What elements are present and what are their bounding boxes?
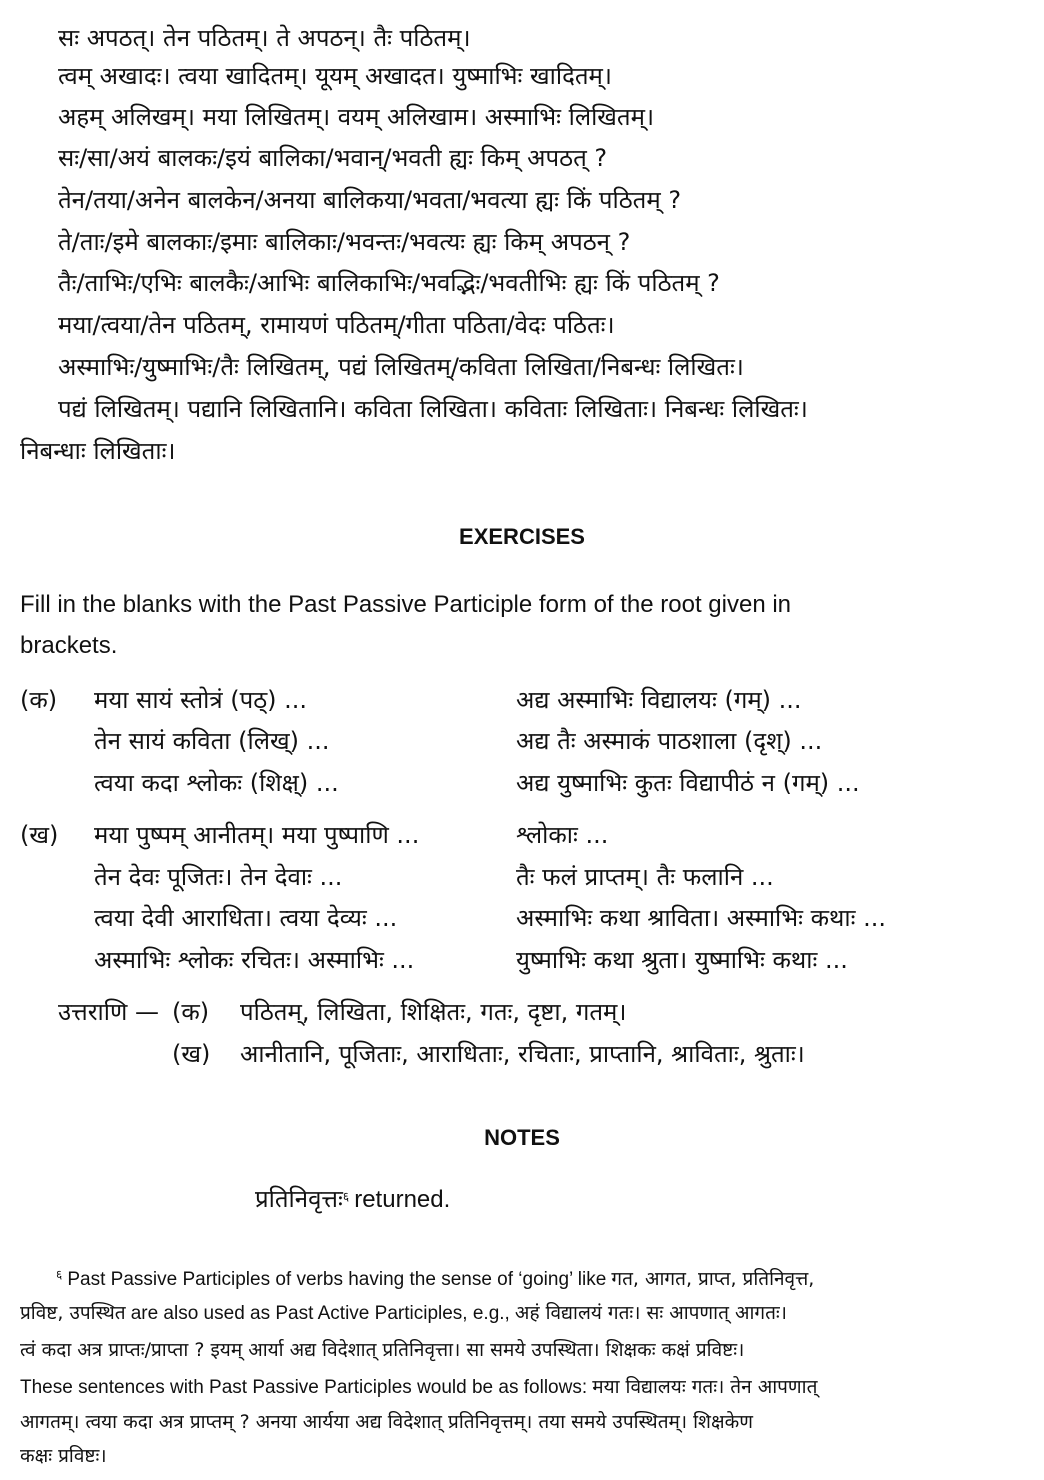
exercise-item: तैः फलं प्राप्तम्। तैः फलानि ... [516, 863, 774, 891]
answers-kha: आनीतानि, पूजिताः, आराधिताः, रचिताः, प्राप्तानि, श्राविताः, श्रुताः। [240, 1040, 805, 1068]
text-line: पद्यं लिखितम्। पद्यानि लिखितानि। कविता लिखिता। कविताः लिखिताः। निबन्धः लिखितः। [58, 395, 808, 423]
answers-label: उत्तराणि — [58, 998, 159, 1026]
exercise-item: अस्माभिः श्लोकः रचितः। अस्माभिः ... [94, 946, 415, 974]
text-line: अस्माभिः/युष्माभिः/तैः लिखितम्, पद्यं लिखितम्/कविता लिखिता/निबन्धः लिखितः। [58, 353, 744, 381]
footnote-line [56, 1265, 814, 1291]
exercise-item: मया सायं स्तोत्रं (पठ्) ... [94, 686, 308, 714]
text-line: मया/त्वया/तेन पठितम्, रामायणं पठितम्/गीता पठिता/वेदः पठितः। [58, 311, 615, 339]
exercise-item: अस्माभिः कथा श्राविता। अस्माभिः कथाः ... [516, 904, 886, 932]
footnote-line: कक्षः प्रविष्टः। [20, 1445, 107, 1467]
exercise-item: अद्य अस्माभिः विद्यालयः (गम्) ... [516, 686, 802, 714]
exercise-item: युष्माभिः कथा श्रुता। युष्माभिः कथाः ... [516, 946, 848, 974]
exercise-item: अद्य युष्माभिः कुतः विद्यापीठं न (गम्) ... [516, 769, 860, 797]
instruction-line: Fill in the blanks with the Past Passive Participle form of the root given in [20, 591, 792, 618]
exercise-item: मया पुष्पम् आनीतम्। मया पुष्पाणि ... [94, 821, 420, 849]
footnote-text: गत, आगत, प्राप्त, प्रतिनिवृत्त, [611, 1268, 815, 1290]
exercise-item: त्वया देवी आराधिता। त्वया देव्यः ... [94, 904, 398, 932]
answers-ka-label: (क) [172, 998, 210, 1026]
footnote-text: are also used as Past Active Participles, e.g., [130, 1303, 510, 1324]
answers-kha-label: (ख) [172, 1040, 211, 1068]
footnote-text: Past Passive Participles of verbs having the sense of ‘going’ like [67, 1269, 607, 1290]
footnote-text: प्रविष्ट, उपस्थित [20, 1302, 126, 1324]
footnote-line: आगतम्। त्वया कदा अत्र प्राप्तम् ? अनया आर्यया अद्य विदेशात् प्रतिनिवृत्तम्। तया समये उपस्थितम्। शिक्षकेण [20, 1411, 753, 1433]
text-line: सः/सा/अयं बालकः/इयं बालिका/भवान्/भवती ह्यः किम् अपठत् ? [58, 144, 608, 172]
set-label: (ख) [20, 821, 59, 849]
text-line: अहम् अलिखम्। मया लिखितम्। वयम् अलिखाम। अस्माभिः लिखितम्। [58, 103, 655, 131]
footnote-line [20, 1373, 817, 1399]
set-label: (क) [20, 686, 58, 714]
exercise-item: श्लोकाः ... [516, 821, 609, 849]
instruction-line: brackets. [20, 632, 118, 659]
footnote-text: मया विद्यालयः गतः। तेन आपणात् [592, 1376, 818, 1398]
exercise-item: त्वया कदा श्लोकः (शिक्ष्) ... [94, 769, 339, 797]
exercise-item: अद्य तैः अस्माकं पाठशाला (दृश्) ... [516, 727, 823, 755]
text-line: त्वम् अखादः। त्वया खादितम्। यूयम् अखादत। युष्माभिः खादितम्। [58, 62, 612, 90]
note-meaning: returned. [354, 1186, 451, 1213]
footnote-line [20, 1299, 787, 1325]
text-line: तेन/तया/अनेन बालकेन/अनया बालिकया/भवता/भवत्या ह्यः किं पठितम् ? [58, 186, 682, 214]
exercises-heading: EXERCISES [459, 524, 585, 549]
footnote-text: These sentences with Past Passive Participles would be as follows: [20, 1377, 588, 1398]
text-line: निबन्धाः लिखिताः। [20, 437, 176, 465]
text-line: ते/ताः/इमे बालकाः/इमाः बालिकाः/भवन्तः/भवत्यः ह्यः किम् अपठन् ? [58, 228, 631, 256]
exercise-item: तेन सायं कविता (लिख्) ... [94, 727, 330, 755]
footnote-marker: ६ [56, 1267, 63, 1282]
exercise-item: तेन देवः पूजितः। तेन देवाः ... [94, 863, 343, 891]
text-line: सः अपठत्। तेन पठितम्। ते अपठन्। तैः पठितम्। [58, 24, 471, 52]
note-entry [255, 1186, 450, 1214]
answers-ka: पठितम्, लिखिता, शिक्षितः, गतः, दृष्टा, गतम्। [240, 998, 627, 1026]
footnote-text: अहं विद्यालयं गतः। सः आपणात् आगतः। [514, 1302, 787, 1324]
text-line: तैः/ताभिः/एभिः बालकैः/आभिः बालिकाभिः/भवद्भिः/भवतीभिः ह्यः किं पठितम् ? [58, 269, 720, 297]
footnote-marker: ६ [342, 1189, 350, 1204]
notes-heading: NOTES [484, 1125, 560, 1150]
footnote-line: त्वं कदा अत्र प्राप्तः/प्राप्ता ? इयम् आर्या अद्य विदेशात् प्रतिनिवृत्ता। सा समये उपस्थिता। शिक्षकः कक्षं प्रविष्टः। [20, 1339, 745, 1361]
note-word: प्रतिनिवृत्तः [255, 1185, 343, 1213]
